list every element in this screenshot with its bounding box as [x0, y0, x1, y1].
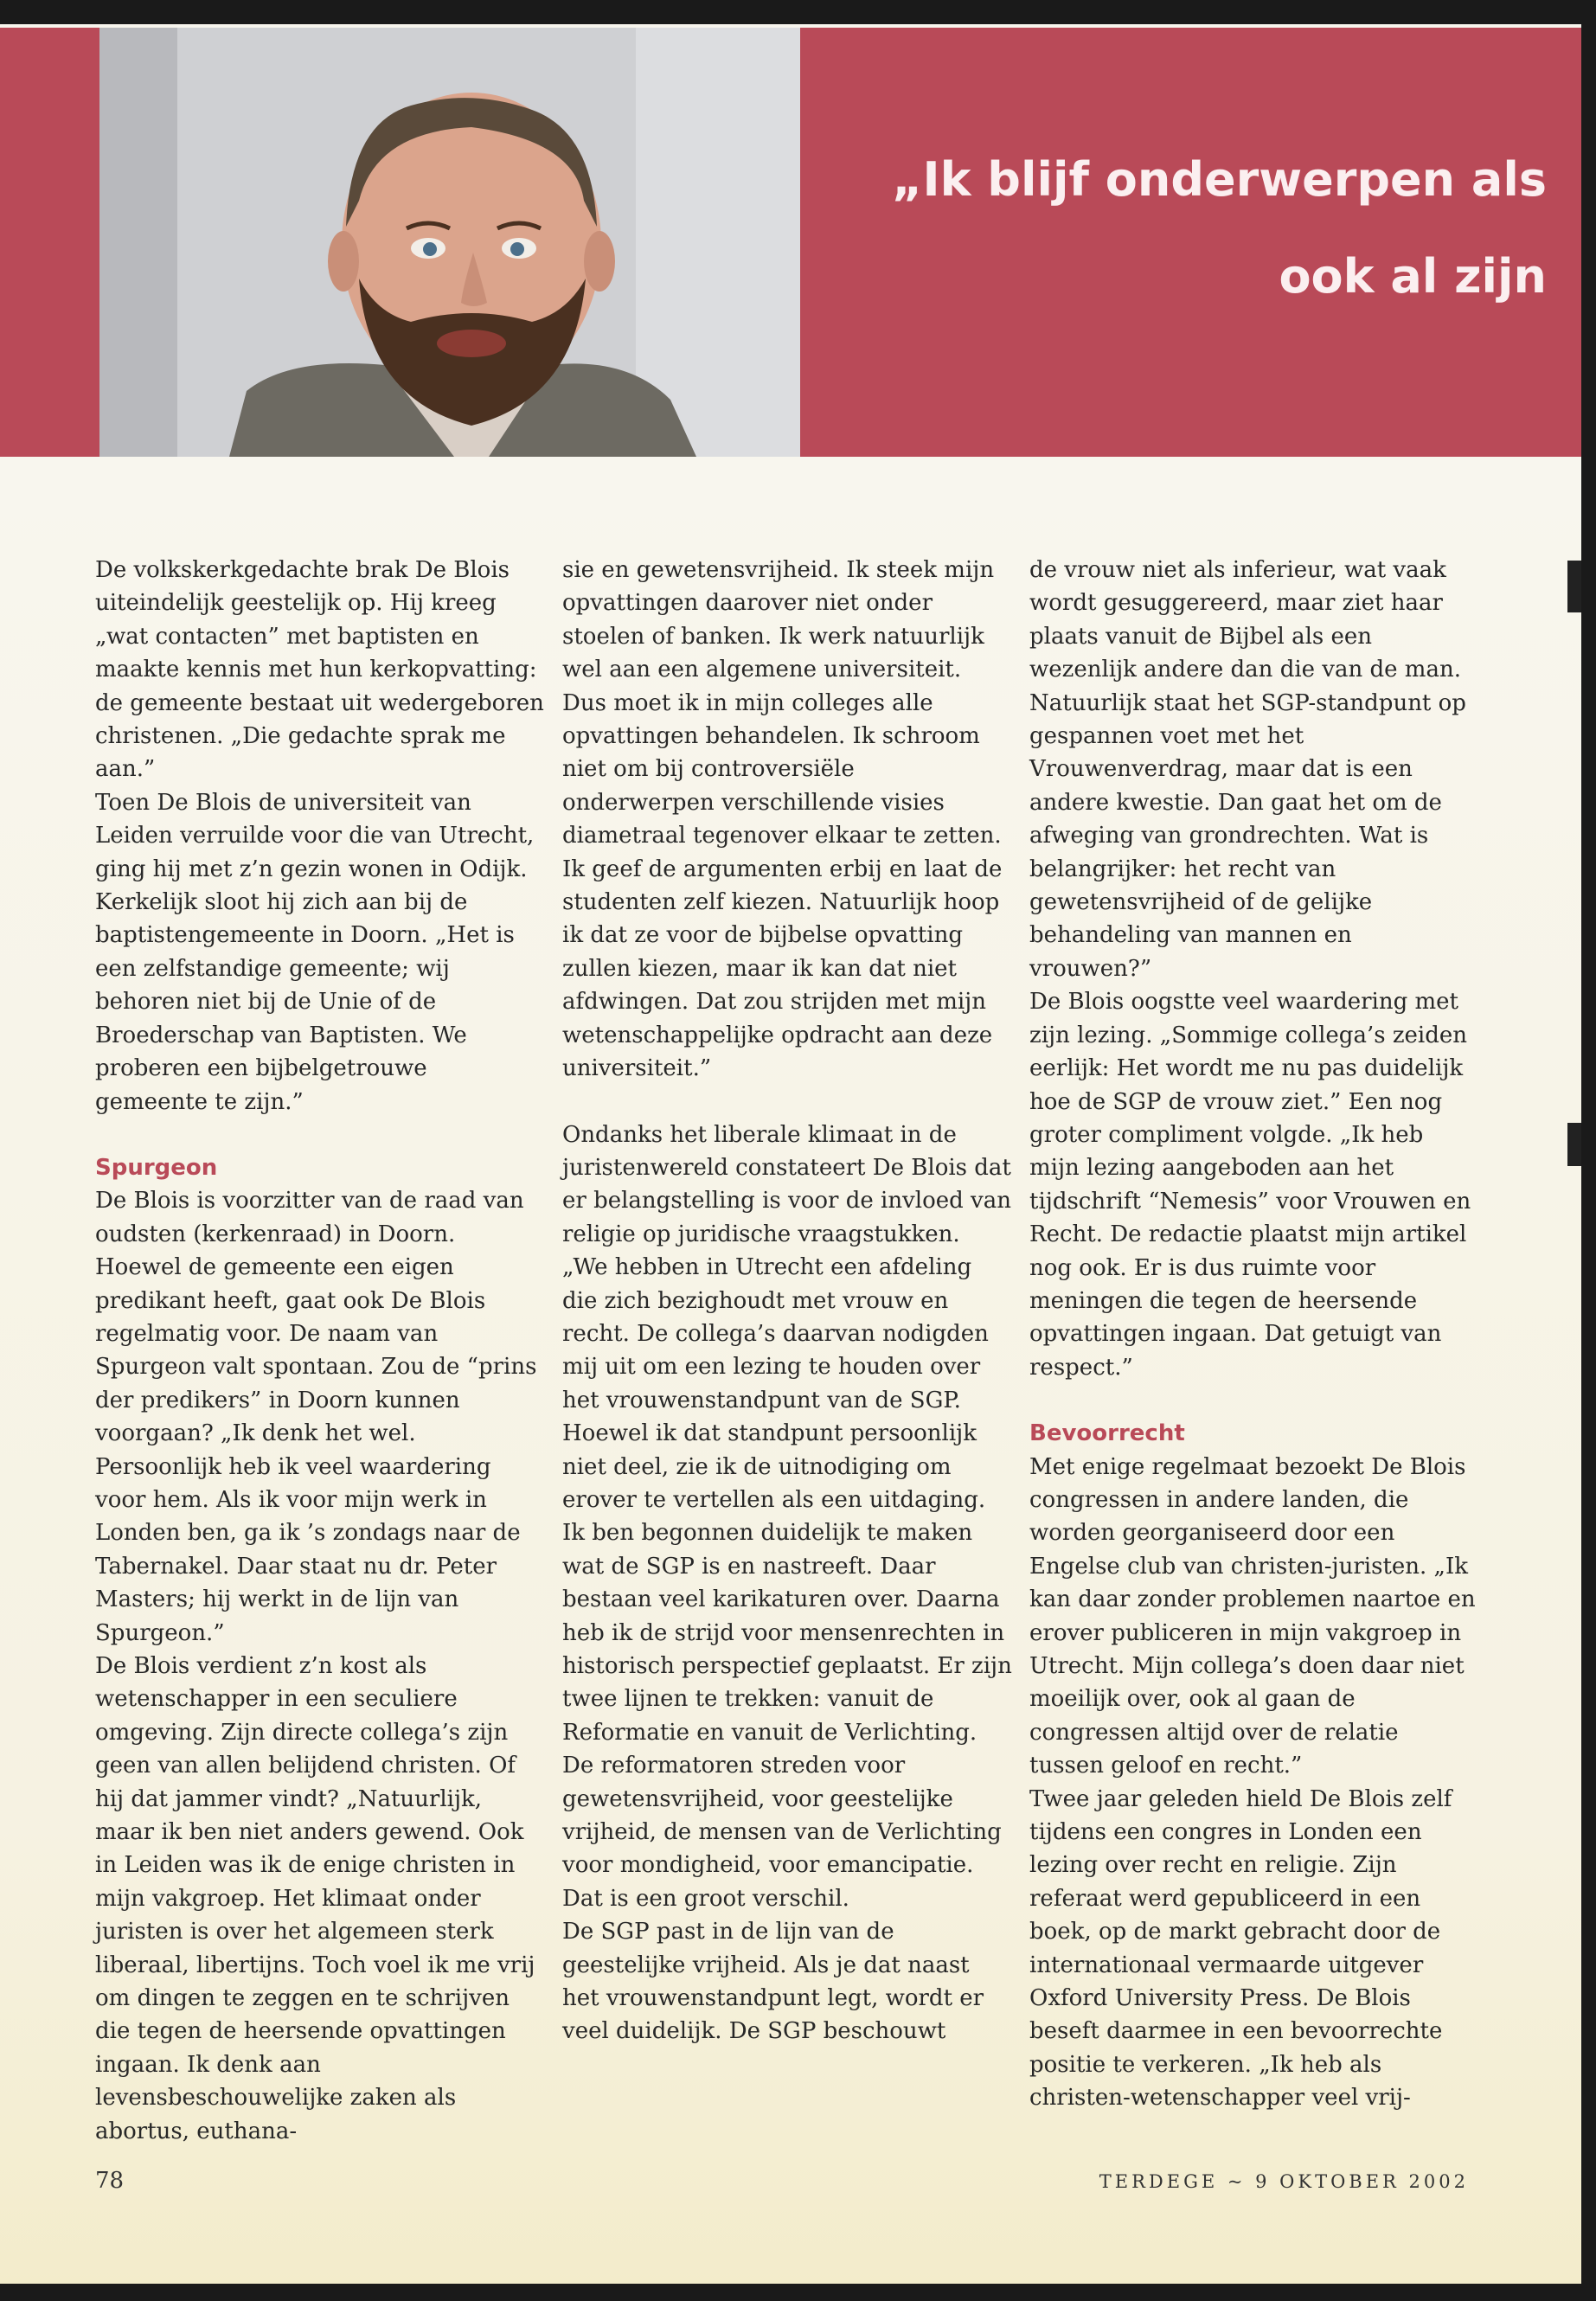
- article-title: [892, 131, 1547, 325]
- paragraph: De Blois is voorzitter van de raad van oudsten (kerkenraad) in Doorn. Hoewel de gemeente een eigen predikant heeft, gaat ook De Blois regelmatig voor. De naam van Spurgeon valt spontaan. Zou de “prins der predikers” in Doorn kunnen voorgaan? „Ik denk het wel. Persoonlijk heb ik veel waardering voor hem. Als ik voor mijn werk in Londen ben, ga ik ’s zondags naar de Tabernakel. Daar staat nu dr. Peter Masters; hij werkt in de lijn van Spurgeon.”: [95, 1188, 537, 1646]
- portrait-photo: [99, 28, 800, 457]
- paragraph: Twee jaar geleden hield De Blois zelf tijdens een congres in Londen een lezing over recht en religie. Zijn referaat werd gepubliceerd in een boek, op de markt gebracht door de internationaal vermaarde uitgever Oxford University Press. De Blois beseft daarmee in een bevoorrechte positie te verkeren. „Ik heb als christen-wetenschapper veel vrij-: [1029, 1785, 1452, 2112]
- column-2: [562, 554, 1012, 2048]
- paragraph: Met enige regelmaat bezoekt De Blois congressen in andere landen, die worden georganiseerd door een Engelse club van christen-juristen. „Ik kan daar zonder problemen naartoe en erover publiceren in mijn vakgroep in Utrecht. Mijn collega’s doen daar niet moeilijk over, ook al gaan de congressen altijd over de relatie tussen geloof en recht.”: [1029, 1453, 1476, 1779]
- column-3: [1029, 554, 1479, 2115]
- scan-edge-mark: [1567, 1123, 1581, 1166]
- paragraph: sie en gewetensvrijheid. Ik steek mijn opvattingen daarover niet onder stoelen of banken. Ik werk natuurlijk wel aan een algemene universiteit. Dus moet ik in mijn colleges alle opvattingen behandelen. Ik schroom niet om bij controversiële onderwerpen verschillende visies diametraal tegenover elkaar te zetten. Ik geef de argumenten erbij en laat de studenten zelf kiezen. Natuurlijk hoop ik dat ze voor de bijbelse opvatting zullen kiezen, maar ik kan dat niet afdwingen. Dat zou strijden met mijn wetenschappelijke opdracht aan deze universiteit.”: [562, 557, 1003, 1082]
- title-line-1: „Ik blijf onderwerpen als: [892, 152, 1547, 207]
- section-heading-bevoorrecht: Bevoorrecht: [1029, 1420, 1185, 1447]
- paragraph: De SGP past in de lijn van de geestelijke vrijheid. Als je dat naast het vrouwenstandpunt legt, wordt er veel duidelijk. De SGP beschouwt: [562, 1919, 984, 2045]
- paragraph: De Blois verdient z’n kost als wetenschapper in een seculiere omgeving. Zijn directe collega’s zijn geen van allen belijdend christen. Of hij dat jammer vindt? „Natuurlijk, maar ik ben niet anders gewend. Ook in Leiden was ik de enige christen in mijn vakgroep. Het klimaat onder juristen is over het algemeen sterk liberaal, libertijns. Toch voel ik me vrij om dingen te zeggen en te schrijven die tegen de heersende opvattingen ingaan. Ik denk aan levensbeschouwelijke zaken als abortus, euthana-: [95, 1653, 535, 2144]
- scan-edge-mark: [1567, 561, 1581, 612]
- title-line-2: ook al zijn: [1279, 249, 1547, 304]
- paragraph: Ondanks het liberale klimaat in de juristenwereld constateert De Blois dat er belangstelling is voor de invloed van religie op juridische vraagstukken. „We hebben in Utrecht een afdeling die zich bezighoudt met vrouw en recht. De collega’s daarvan nodigden mij uit om een lezing te houden over het vrouwenstandpunt van de SGP. Hoewel ik dat standpunt persoonlijk niet deel, zie ik de uitnodiging om erover te vertellen als een uitdaging. Ik ben begonnen duidelijk te maken wat de SGP is en nastreeft. Daar bestaan veel karikaturen over. Daarna heb ik de strijd voor mensenrechten in historisch perspectief geplaatst. Er zijn twee lijnen te trekken: vanuit de Reformatie en vanuit de Verlichting. De reformatoren streden voor gewetensvrijheid, voor geestelijke vrijheid, de mensen van de Verlichting voor mondigheid, voor emancipatie. Dat is een groot verschil.: [562, 1121, 1012, 1912]
- article-body: [0, 457, 1581, 2284]
- paragraph: Toen De Blois de universiteit van Leiden verruilde voor die van Utrecht, ging hij met z’n gezin wonen in Odijk. Kerkelijk sloot hij zich aan bij de baptistengemeente in Doorn. „Het is een zelfstandige gemeente; wij behoren niet bij de Unie of de Broederschap van Baptisten. We proberen een bijbelgetrouwe gemeente te zijn.”: [95, 789, 535, 1115]
- paragraph: De Blois oogstte veel waardering met zijn lezing. „Sommige collega’s zeiden eerlijk: Het wordt me nu pas duidelijk hoe de SGP de vrouw ziet.” Een nog groter compliment volgde. „Ik heb mijn lezing aangeboden aan het tijdschrift “Nemesis” voor Vrouwen en Recht. De redactie plaatst mijn artikel nog ook. Er is dus ruimte voor meningen die tegen de heersende opvattingen ingaan. Dat getuigt van respect.”: [1029, 989, 1471, 1381]
- section-heading-spurgeon: Spurgeon: [95, 1154, 218, 1181]
- publication-footer: TERDEGE ~ 9 OKTOBER 2002: [1099, 2171, 1469, 2192]
- magazine-page: [0, 24, 1581, 2284]
- page-number: 78: [95, 2168, 125, 2194]
- portrait-illustration: [99, 28, 800, 457]
- header-banner: [0, 28, 1581, 457]
- paragraph: de vrouw niet als inferieur, wat vaak wordt gesuggereerd, maar ziet haar plaats vanuit de Bijbel als een wezenlijk andere dan die van de man. Natuurlijk staat het SGP-standpunt op gespannen voet met het Vrouwenverdrag, maar dat is een andere kwestie. Dan gaat het om de afweging van grondrechten. Wat is belangrijker: het recht van gewetensvrijheid of de gelijke behandeling van mannen en vrouwen?”: [1029, 557, 1466, 982]
- column-1: [95, 554, 545, 2148]
- paragraph: De volkskerkgedachte brak De Blois uiteindelijk geestelijk op. Hij kreeg „wat contacten” met baptisten en maakte kennis met hun kerkopvatting: de gemeente bestaat uit wedergeboren christenen. „Die gedachte sprak me aan.”: [95, 557, 544, 783]
